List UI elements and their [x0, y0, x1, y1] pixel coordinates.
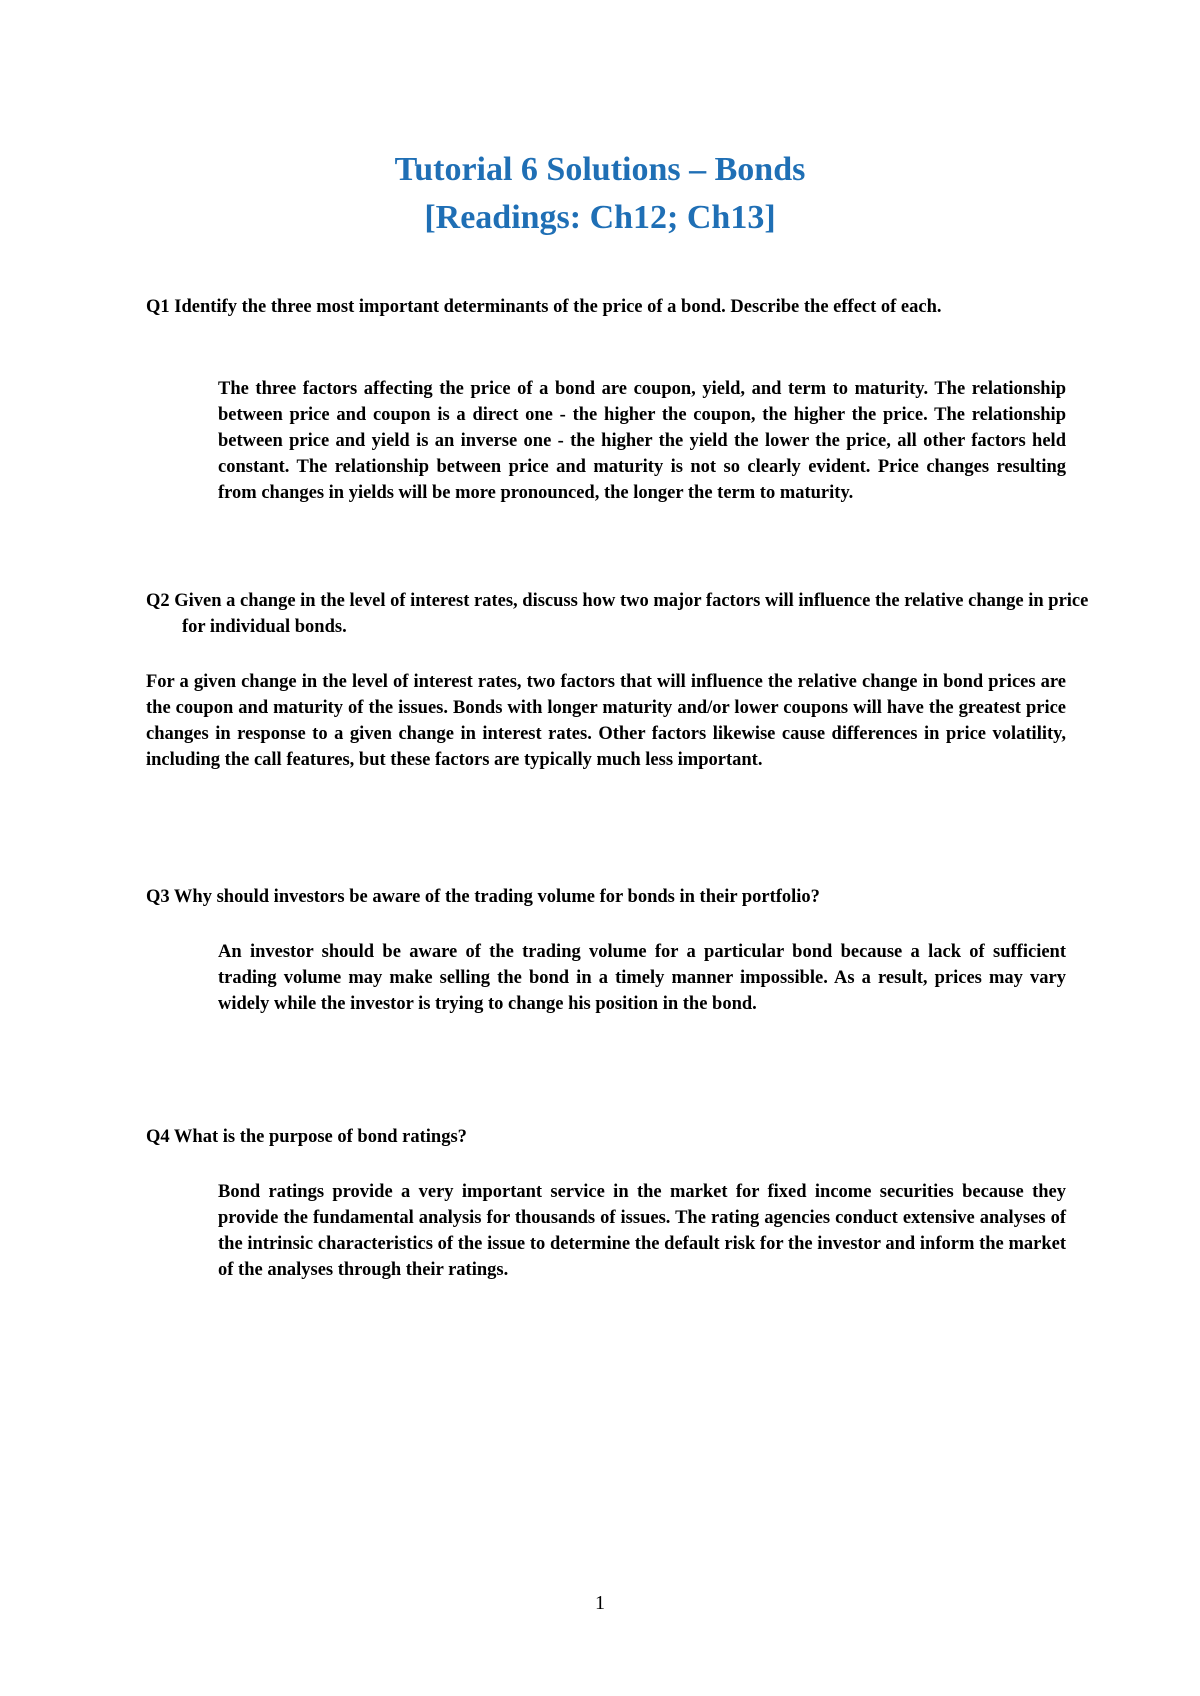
- question-4-text: Q4 What is the purpose of bond ratings?: [146, 1127, 467, 1147]
- answer-2: For a given change in the level of interest rates, two factors that will influence the relative change in bond prices are the coupon and maturity of the issues. Bonds with longer maturity and/or lower coupons will have the greatest price changes in response to a given change in interest rates. Other factors likewise cause differences in price volatility, including the call features, but these factors are typically much less important.: [146, 672, 1066, 770]
- answer-1: The three factors affecting the price of a bond are coupon, yield, and term to maturity. The relationship between price and coupon is a direct one - the higher the coupon, the higher the price. The relationship between price and yield is an inverse one - the higher the yield the lower the price, all other factors held constant. The relationship between price and maturity is not so clearly evident. Price changes resulting from changes in yields will be more pronounced, the longer the term to maturity.: [218, 379, 1066, 503]
- question-3-text: Q3 Why should investors be aware of the trading volume for bonds in their portfolio?: [146, 887, 820, 907]
- page-number: 1: [595, 1592, 605, 1614]
- question-2: [146, 588, 1100, 640]
- question-4: [146, 1124, 1064, 1150]
- title-line-2: [Readings: Ch12; Ch13]: [424, 199, 776, 236]
- document-title: [0, 146, 1200, 242]
- question-2-text: Q2 Given a change in the level of interest rates, discuss how two major factors will influence the relative change in price for individual bonds.: [146, 591, 1089, 637]
- answer-4: Bond ratings provide a very important service in the market for fixed income securities because they provide the fundamental analysis for thousands of issues. The rating agencies conduct extensive analyses of the intrinsic characteristics of the issue to determine the default risk for the investor and inform the market of the analyses through their ratings.: [218, 1182, 1066, 1280]
- title-line-1: Tutorial 6 Solutions – Bonds: [394, 151, 806, 188]
- question-1: [146, 294, 1100, 320]
- question-3: [146, 884, 1064, 910]
- question-1-text: Q1 Identify the three most important determinants of the price of a bond. Describe the effect of each.: [146, 297, 942, 317]
- answer-3: An investor should be aware of the trading volume for a particular bond because a lack of sufficient trading volume may make selling the bond in a timely manner impossible. As a result, prices may vary widely while the investor is trying to change his position in the bond.: [218, 942, 1066, 1014]
